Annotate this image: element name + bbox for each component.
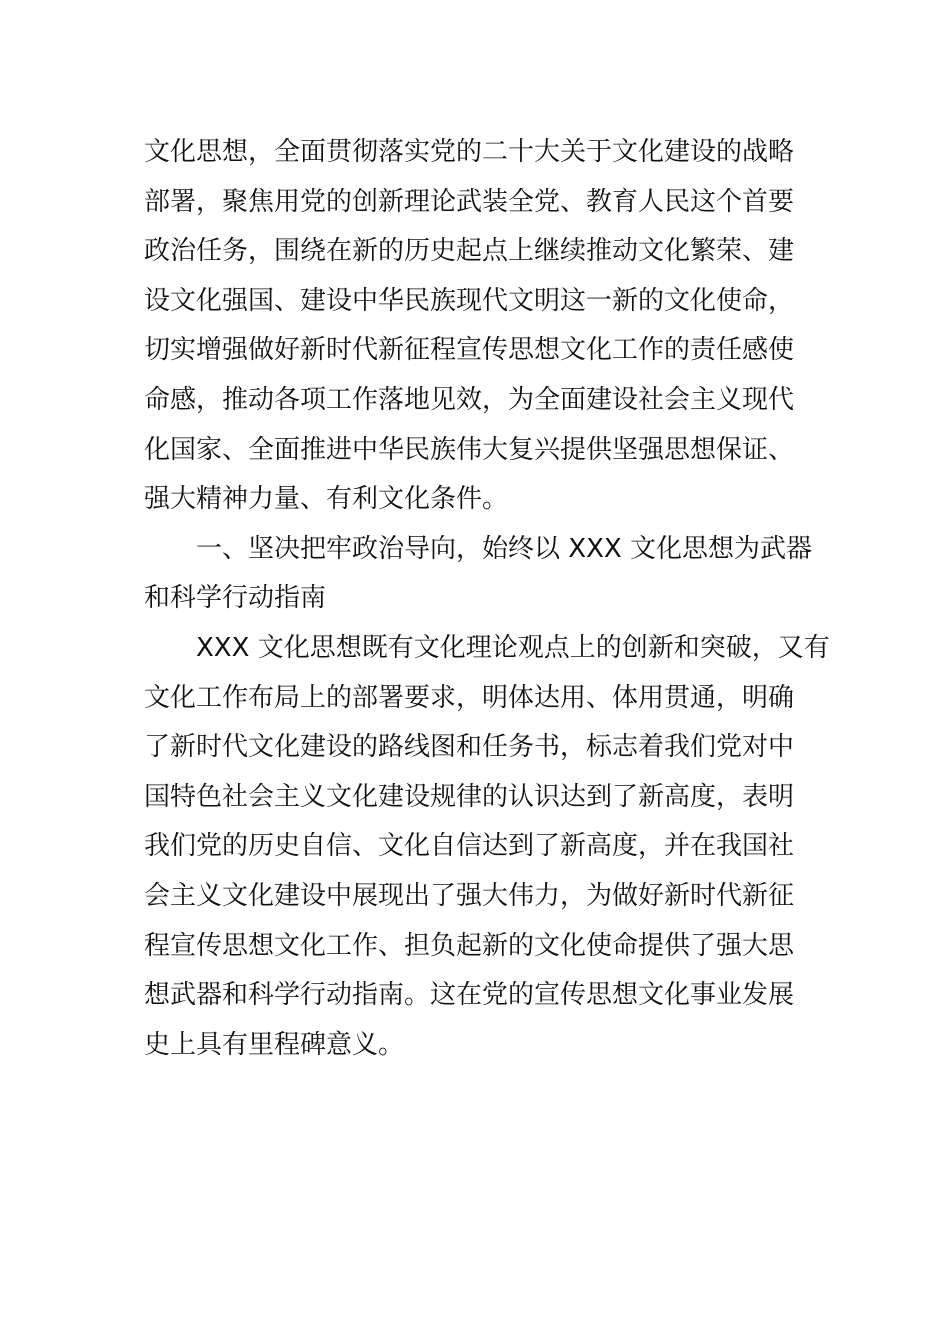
text-line: 设文化强国、建设中华民族现代文明这一新的文化使命， bbox=[144, 285, 795, 316]
section-heading bbox=[144, 525, 812, 624]
text-line: 强大精神力量、有利文化条件。 bbox=[144, 484, 509, 515]
text-line: 文化工作布局上的部署要求，明体达用、体用贯通，明确 bbox=[144, 682, 795, 713]
section-paragraph bbox=[144, 624, 830, 1070]
text-line: 国特色社会主义文化建设规律的认识达到了新高度，表明 bbox=[144, 781, 795, 812]
text-line: 文化思想，全面贯彻落实党的二十大关于文化建设的战略 bbox=[144, 137, 795, 167]
document-body bbox=[144, 128, 830, 1070]
text-line: 切实增强做好新时代新征程宣传思想文化工作的责任感使 bbox=[144, 335, 795, 366]
text-line: 史上具有里程碑意义。 bbox=[144, 1029, 405, 1060]
text-line: XXX 文化思想既有文化理论观点上的创新和突破，又有 bbox=[196, 632, 830, 663]
text-line: 化国家、全面推进中华民族伟大复兴提供坚强思想保证、 bbox=[144, 434, 795, 465]
text-line: 政治任务，围绕在新的历史起点上继续推动文化繁荣、建 bbox=[144, 236, 795, 267]
heading-line: 和科学行动指南 bbox=[144, 583, 327, 614]
paragraph-continuation bbox=[144, 128, 808, 525]
text-line: 部署，聚焦用党的创新理论武装全党、教育人民这个首要 bbox=[144, 186, 795, 217]
text-line: 程宣传思想文化工作、担负起新的文化使命提供了强大思 bbox=[144, 930, 795, 961]
text-line: 我们党的历史自信、文化自信达到了新高度，并在我国社 bbox=[144, 831, 795, 862]
text-line: 会主义文化建设中展现出了强大伟力，为做好新时代新征 bbox=[144, 880, 795, 911]
text-line: 想武器和科学行动指南。这在党的宣传思想文化事业发展 bbox=[144, 980, 795, 1011]
text-line: 命感，推动各项工作落地见效，为全面建设社会主义现代 bbox=[144, 384, 795, 415]
heading-line: 一、坚决把牢政治导向，始终以 XXX 文化思想为武器 bbox=[196, 533, 812, 564]
text-line: 了新时代文化建设的路线图和任务书，标志着我们党对中 bbox=[144, 732, 795, 763]
